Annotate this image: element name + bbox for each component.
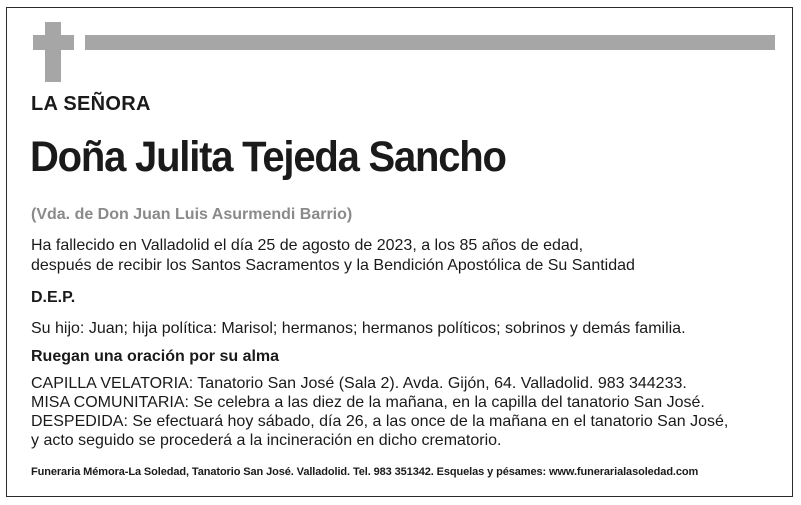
- service-line-4: y acto seguido se procederá a la incineración en dicho crematorio.: [31, 432, 502, 449]
- title-label: LA SEÑORA: [31, 93, 151, 115]
- death-line-2: después de recibir los Santos Sacramentos y la Bendición Apostólica de Su Santidad: [31, 257, 635, 274]
- service-line-1: CAPILLA VELATORIA: Tanatorio San José (Sala 2). Avda. Gijón, 64. Valladolid. 983 344233.: [31, 375, 687, 392]
- header-band: [85, 35, 775, 50]
- family-line: Su hijo: Juan; hija política: Marisol; hermanos; hermanos políticos; sobrinos y demás familia.: [31, 320, 686, 337]
- service-line-2: MISA COMUNITARIA: Se celebra a las diez de la mañana, en la capilla del tanatorio San José.: [31, 394, 705, 411]
- service-line-3: DESPEDIDA: Se efectuará hoy sábado, día 26, a las once de la mañana en el tanatorio San José,: [31, 413, 729, 430]
- cross-icon-vertical-bar: [45, 22, 61, 82]
- dep-label: D.E.P.: [31, 289, 76, 306]
- deceased-name: Doña Julita Tejeda Sancho: [30, 133, 506, 181]
- funeral-home-footer: Funeraria Mémora-La Soledad, Tanatorio San José. Valladolid. Tel. 983 351342. Esquelas y pésames: www.funerarialasoledad.com: [31, 466, 699, 478]
- death-line-1: Ha fallecido en Valladolid el día 25 de agosto de 2023, a los 85 años de edad,: [31, 237, 584, 254]
- prayer-request: Ruegan una oración por su alma: [31, 348, 280, 365]
- cross-icon-horizontal-bar: [33, 35, 74, 50]
- widow-of: (Vda. de Don Juan Luis Asurmendi Barrio): [31, 206, 353, 223]
